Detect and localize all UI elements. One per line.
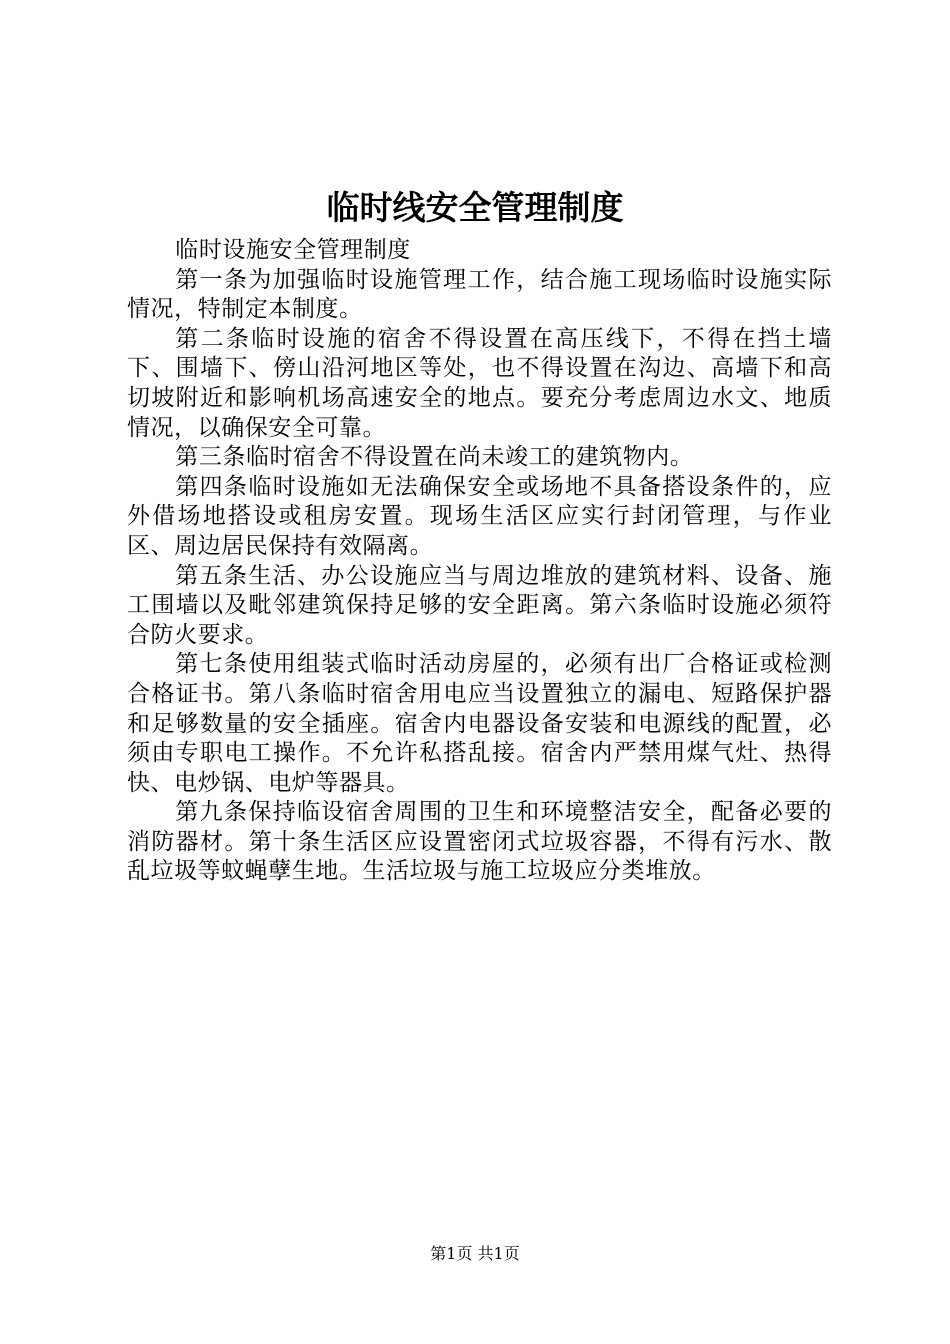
paragraph-article-5-6: 第五条生活、办公设施应当与周边堆放的建筑材料、设备、施工围墙以及毗邻建筑保持足够的安全距离。第六条临时设施必须符合防火要求。 xyxy=(127,562,832,648)
paragraph-article-4: 第四条临时设施如无法确保安全或场地不具备搭设条件的，应外借场地搭设或租房安置。现场生活区应实行封闭管理，与作业区、周边居民保持有效隔离。 xyxy=(127,473,832,559)
document-title: 临时线安全管理制度 xyxy=(326,188,624,227)
document-body xyxy=(127,236,832,887)
paragraph-subtitle: 临时设施安全管理制度 xyxy=(175,237,411,263)
paragraph-article-2: 第二条临时设施的宿舍不得设置在高压线下，不得在挡土墙下、围墙下、傍山沿河地区等处，也不得设置在沟边、高墙下和高切坡附近和影响机场高速安全的地点。要充分考虑周边水文、地质情况，以确保安全可靠。 xyxy=(127,325,832,441)
paragraph-article-9-10: 第九条保持临设宿舍周围的卫生和环境整洁安全，配备必要的消防器材。第十条生活区应设置密闭式垃圾容器，不得有污水、散乱垃圾等蚊蝇孽生地。生活垃圾与施工垃圾应分类堆放。 xyxy=(127,799,832,885)
page-footer: 第1页 共1页 xyxy=(430,1244,520,1263)
paragraph-article-1: 第一条为加强临时设施管理工作，结合施工现场临时设施实际情况，特制定本制度。 xyxy=(127,266,832,323)
paragraph-article-7-8: 第七条使用组装式临时活动房屋的，必须有出厂合格证或检测合格证书。第八条临时宿舍用电应当设置独立的漏电、短路保护器和足够数量的安全插座。宿舍内电器设备安装和电源线的配置，必须由专职电工操作。不允许私搭乱接。宿舍内严禁用煤气灶、热得快、电炒锅、电炉等器具。 xyxy=(127,651,832,796)
paragraph-article-3: 第三条临时宿舍不得设置在尚未竣工的建筑物内。 xyxy=(175,444,694,471)
